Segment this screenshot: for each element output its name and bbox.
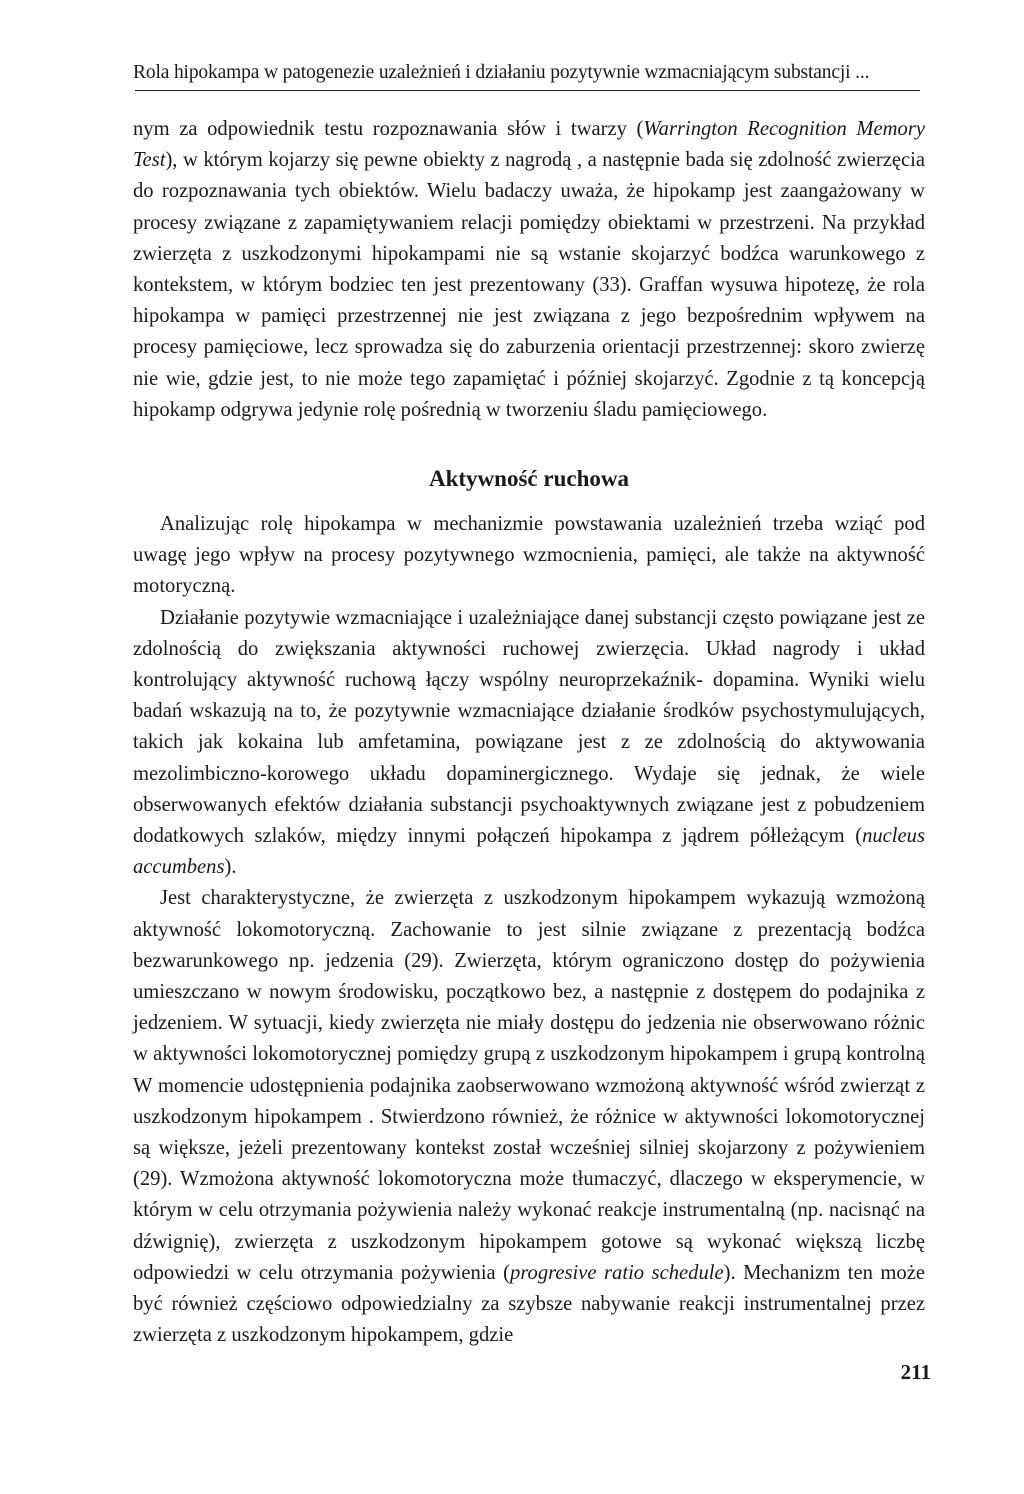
paragraph [133, 883, 925, 1351]
text-run: ). [224, 856, 237, 879]
text-run: Działanie pozytywie wzmacniające i uzależniające danej substancji często powiązane jest ze zdolnością do zwiększania aktywności ruchowej zwierzęcia. Układ nagrody i układ kontrolujący aktywność ruchową łączy wspólny neuroprzekaźnik- dopamina. Wyniki wielu badań wskazują na to, że pozytywnie wzmacniające działanie środków psychostymulujących, takich jak kokaina lub amfetamina, powiązane jest z ze zdolnością do aktywowania mezolimbiczno-korowego układu dopaminergicznego. Wydaje się jednak, że wiele obserwowanych efektów działania substancji psychoaktywnych związane jest z pobudzeniem dodatkowych szlaków, między innymi połączeń hipokampa z jądrem półleżącym ( [133, 606, 925, 848]
page-number: 211 [900, 1360, 931, 1384]
text-run: ). Mechanizm ten może być również częściowo odpowiedzialny za szybsze nabywanie reakcji instrumentalnej przez zwierzęta z uszkodzonym hipokampem, gdzie [133, 1261, 925, 1347]
paragraph [133, 603, 925, 884]
text-run: ), w którym kojarzy się pewne obiekty z nagrodą , a następnie bada się zdolność zwierzęcia do rozpoznawania tych obiektów. Wielu badaczy uważa, że hipokamp jest zaangażowany w procesy związane z zapamiętywaniem relacji pomiędzy obiektami w przestrzeni. Na przykład zwierzęta z uszkodzonymi hipokampami nie są wstanie skojarzyć bodźca warunkowego z kontekstem, w którym bodziec ten jest prezentowany (33). Graffan wysuwa hipotezę, że rola hipokampa w pamięci przestrzennej nie jest związana z jego bezpośrednim wpływem na procesy pamięciowe, lecz sprowadza się do zaburzenia orientacji przestrzennej: skoro zwierzę nie wie, gdzie jest, to nie może tego zapamiętać i później skojarzyć. Zgodnie z tą koncepcją hipokamp odgrywa jedynie rolę pośrednią w tworzeniu śladu pamięciowego. [133, 149, 925, 421]
paragraph [133, 114, 925, 426]
book-page [133, 0, 933, 1494]
continuation-paragraph [133, 114, 925, 426]
header-rule [135, 90, 920, 91]
section-heading: Aktywność ruchowa [429, 466, 629, 491]
text-run: nym za odpowiednik testu rozpoznawania słów i twarzy ( [133, 118, 644, 140]
italic-term: progresive ratio schedule [510, 1261, 724, 1284]
running-header: Rola hipokampa w patogenezie uzależnień i działaniu pozytywnie wzmacniającym substancji ... [133, 62, 870, 83]
section-body [133, 509, 925, 1351]
text-run: Jest charakterystyczne, że zwierzęta z uszkodzonym hipokampem wykazują wzmożoną aktywność lokomotoryczną. Zachowanie to jest silnie związane z prezentacją bodźca bezwarunkowego np. jedzenia (29). Zwierzęta, którym ograniczono dostęp do pożywienia umieszczano w nowym środowisku, początkowo bez, a następnie z dostępem do podajnika z jedzeniem. W sytuacji, kiedy zwierzęta nie miały dostępu do jedzenia nie obserwowano różnic w aktywności lokomotorycznej pomiędzy grupą z uszkodzonym hipokampem i grupą kontrolną W momencie udostępnienia podajnika zaobserwowano wzmożoną aktywność wśród zwierząt z uszkodzonym hipokampem . Stwierdzono również, że różnice w aktywności lokomotorycznej są większe, jeżeli prezentowany kontekst został wcześniej silniej skojarzony z pożywieniem (29). Wzmożona aktywność lokomotoryczna może tłumaczyć, dlaczego w eksperymencie, w którym w celu otrzymania pożywienia należy wykonać reakcje instrumentalną (np. nacisnąć na dźwignię), zwierzęta z uszkodzonym hipokampem gotowe są wykonać większą liczbę odpowiedzi w celu otrzymania pożywienia ( [133, 887, 925, 1284]
paragraph: Analizując rolę hipokampa w mechanizmie powstawania uzależnień trzeba wziąć pod uwagę jego wpływ na procesy pozytywnego wzmocnienia, pamięci, ale także na aktywność motoryczną. [133, 513, 925, 598]
italic-term: Warrington Recognition Memory Test [133, 118, 925, 172]
italic-term: nucleus accumbens [133, 825, 925, 879]
